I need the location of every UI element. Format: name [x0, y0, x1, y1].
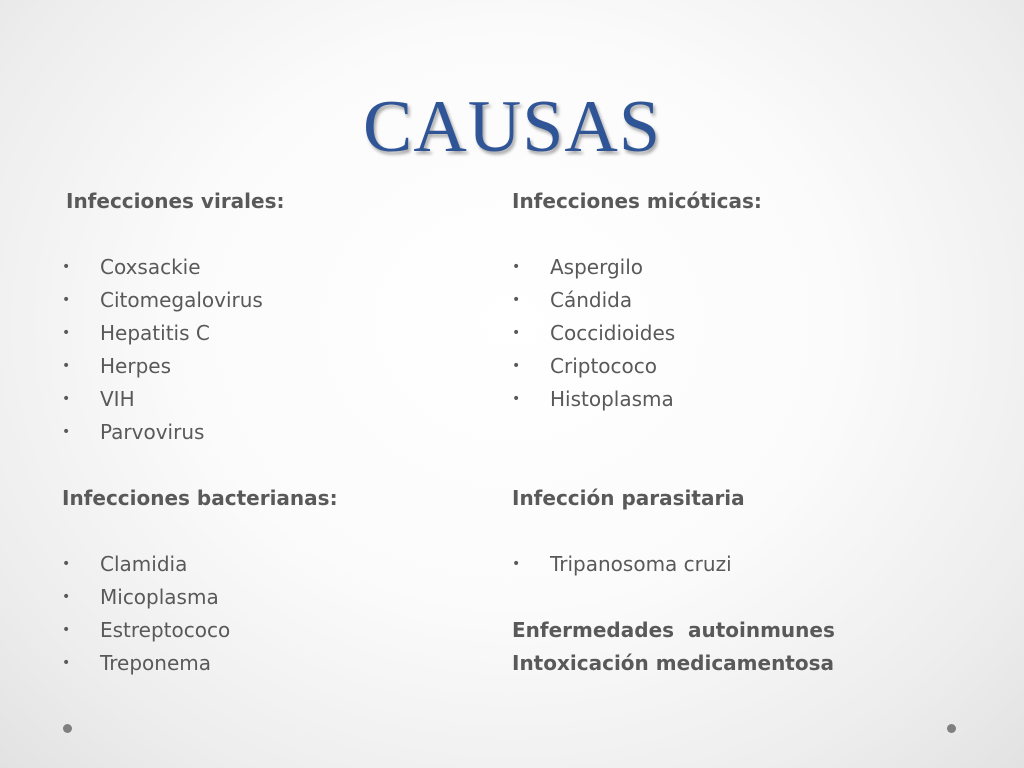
list-item: [62, 251, 482, 284]
list-item-label: Citomegalovirus: [100, 288, 263, 312]
list-item: [512, 284, 952, 317]
bullet-icon: •: [62, 655, 71, 671]
bullet-icon: •: [62, 259, 71, 275]
list-item: [62, 548, 482, 581]
list-item-label: Coccidioides: [550, 321, 676, 345]
spacer: [62, 515, 482, 548]
list-item-label: Tripanosoma cruzi: [550, 552, 732, 576]
bullet-icon: •: [62, 622, 71, 638]
bullet-icon: •: [512, 259, 521, 275]
spacer: [512, 515, 952, 548]
list-item: [62, 383, 482, 416]
list-item-label: VIH: [100, 387, 135, 411]
bullet-icon: •: [512, 358, 521, 374]
list-item: [512, 251, 952, 284]
list-item: [62, 350, 482, 383]
spacer: [62, 449, 482, 482]
list-item: [62, 581, 482, 614]
list-item: [62, 614, 482, 647]
list-item: [62, 647, 482, 680]
list-item: [62, 416, 482, 449]
bullet-icon: •: [62, 391, 71, 407]
list-item-label: Estreptococo: [100, 618, 231, 642]
bullet-icon: •: [512, 325, 521, 341]
list-item-label: Coxsackie: [100, 255, 201, 279]
slide-title: CAUSAS: [363, 86, 661, 168]
list-item-label: Clamidia: [100, 552, 188, 576]
decorative-dot-left: [63, 724, 72, 733]
list-item-label: Micoplasma: [100, 585, 219, 609]
spacer: [512, 581, 952, 614]
list-item-label: Herpes: [100, 354, 171, 378]
viral-heading: Infecciones virales:: [66, 189, 285, 213]
list-item-label: Hepatitis C: [100, 321, 210, 345]
left-column: [62, 185, 482, 680]
bullet-icon: •: [62, 292, 71, 308]
drug-intoxication-heading: Intoxicación medicamentosa: [512, 651, 835, 675]
list-item: [62, 284, 482, 317]
bullet-icon: •: [62, 589, 71, 605]
spacer: [512, 218, 952, 251]
spacer: [512, 416, 952, 449]
spacer: [62, 218, 482, 251]
parasitic-heading: Infección parasitaria: [512, 486, 745, 510]
fungal-heading: Infecciones micóticas:: [512, 189, 762, 213]
list-item-label: Cándida: [550, 288, 633, 312]
list-item-label: Histoplasma: [550, 387, 674, 411]
bullet-icon: •: [62, 358, 71, 374]
list-item: [512, 350, 952, 383]
bullet-icon: •: [62, 325, 71, 341]
autoimmune-heading: Enfermedades autoinmunes: [512, 618, 835, 642]
bacterial-heading: Infecciones bacterianas:: [62, 486, 338, 510]
list-item-label: Aspergilo: [550, 255, 644, 279]
list-item: [512, 317, 952, 350]
bullet-icon: •: [512, 391, 521, 407]
list-item: [512, 548, 952, 581]
bullet-icon: •: [512, 556, 521, 572]
decorative-dot-right: [947, 724, 956, 733]
list-item: [512, 383, 952, 416]
bullet-icon: •: [512, 292, 521, 308]
right-column: [512, 185, 952, 680]
list-item-label: Criptococo: [550, 354, 657, 378]
list-item: [62, 317, 482, 350]
bullet-icon: •: [62, 424, 71, 440]
list-item-label: Parvovirus: [100, 420, 205, 444]
bullet-icon: •: [62, 556, 71, 572]
spacer: [512, 449, 952, 482]
list-item-label: Treponema: [100, 651, 212, 675]
